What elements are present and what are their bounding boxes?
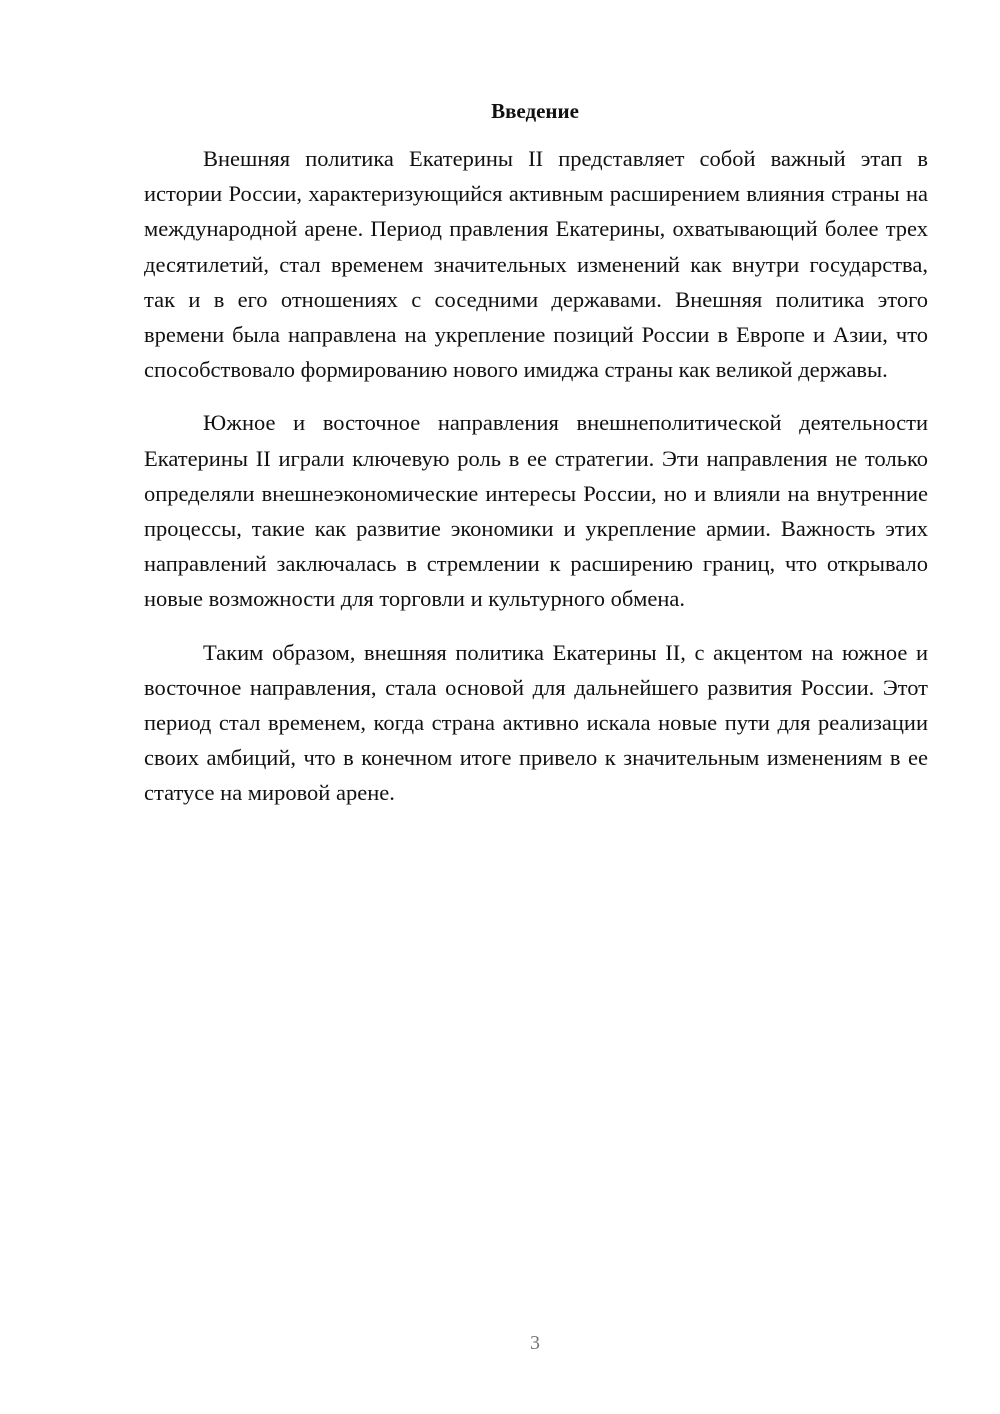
paragraph: Южное и восточное направления внешнеполитической деятельности Екатерины II играли ключевую роль в ее стратегии. Эти направления не только определяли внешнеэкономические интересы России, но и влияли на внутренние процессы, такие как развитие экономики и укрепление армии. Важность этих направлений заключалась в стремлении к расширению границ, что открывало новые возможности для торговли и культурного обмена. <box>144 410 928 612</box>
paragraph: Таким образом, внешняя политика Екатерины II, с акцентом на южное и восточное направления, стала основой для дальнейшего развития России. Этот период стал временем, когда страна активно искала новые пути для реализации своих амбиций, что в конечном итоге привело к значительным изменениям в ее статусе на мировой арене. <box>144 639 928 806</box>
section-heading: Введение <box>491 99 579 123</box>
body-text <box>144 141 928 829</box>
paragraph: Внешняя политика Екатерины II представляет собой важный этап в истории России, характеризующийся активным расширением влияния страны на международной арене. Период правления Екатерины, охватывающий более трех десятилетий, стал временем значительных изменений как внутри государства, так и в его отношениях с соседними державами. Внешняя политика этого времени была направлена на укрепление позиций России в Европе и Азии, что способствовало формированию нового имиджа страны как великой державы. <box>144 146 928 383</box>
page-number: 3 <box>530 1332 540 1354</box>
